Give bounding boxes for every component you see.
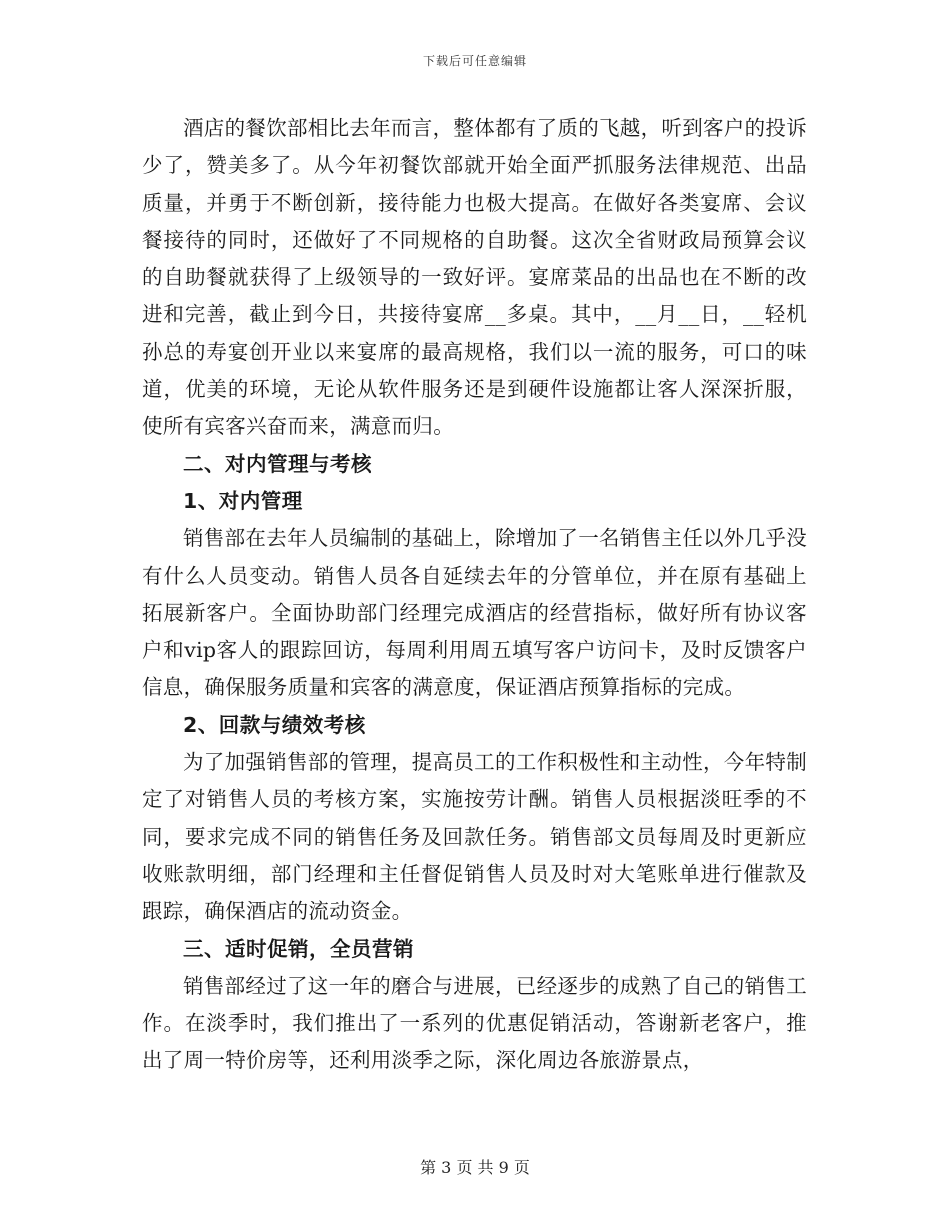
paragraph-promotion: 销售部经过了这一年的磨合与进展，已经逐步的成熟了自己的销售工作。在淡季时，我们推出了一系列的优惠促销活动，答谢新老客户，推出了周一特价房等，还利用淡季之际，深化周边各旅游景点， bbox=[142, 973, 807, 1073]
paragraph-sales-staff: 销售部在去年人员编制的基础上，除增加了一名销售主任以外几乎没有什么人员变动。销售人员各自延续去年的分管单位，并在原有基础上拓展新客户。全面协助部门经理完成酒店的经营指标，做好所有协议客户和vip客人的跟踪回访，每周利用周五填写客户访问卡，及时反馈客户信息，确保服务质量和宾客的满意度，保证酒店预算指标的完成。 bbox=[142, 526, 807, 700]
page-footer: 第 3 页 共 9 页 bbox=[420, 1158, 530, 1177]
paragraph-assessment: 为了加强销售部的管理，提高员工的工作积极性和主动性，今年特制定了对销售人员的考核方案，实施按劳计酬。销售人员根据淡旺季的不同，要求完成不同的销售任务及回款任务。销售部文员每周及时更新应收账款明细，部门经理和主任督促销售人员及时对大笔账单进行催款及跟踪，确保酒店的流动资金。 bbox=[142, 750, 807, 924]
paragraph-catering: 酒店的餐饮部相比去年而言，整体都有了质的飞越，听到客户的投诉少了，赞美多了。从今年初餐饮部就开始全面严抓服务法律规范、出品质量，并勇于不断创新，接待能力也极大提高。在做好各类宴席、会议餐接待的同时，还做好了不同规格的自助餐。这次全省财政局预算会议的自助餐就获得了上级领导的一致好评。宴席菜品的出品也在不断的改进和完善，截止到今日，共接待宴席__多桌。其中，__月__日，__轻机孙总的寿宴创开业以来宴席的最高规格，我们以一流的服务，可口的味道，优美的环境，无论从软件服务还是到硬件设施都让客人深深折服，使所有宾客兴奋而来，满意而归。 bbox=[142, 116, 807, 439]
subheading-internal-management: 1、对内管理 bbox=[183, 488, 303, 513]
document-body bbox=[142, 110, 807, 1080]
section-heading-internal-management: 二、对内管理与考核 bbox=[183, 451, 372, 476]
page-header: 下载后可任意编辑 bbox=[422, 54, 527, 68]
subheading-payment-assessment: 2、回款与绩效考核 bbox=[183, 712, 366, 737]
section-heading-promotion: 三、适时促销，全员营销 bbox=[183, 936, 414, 961]
